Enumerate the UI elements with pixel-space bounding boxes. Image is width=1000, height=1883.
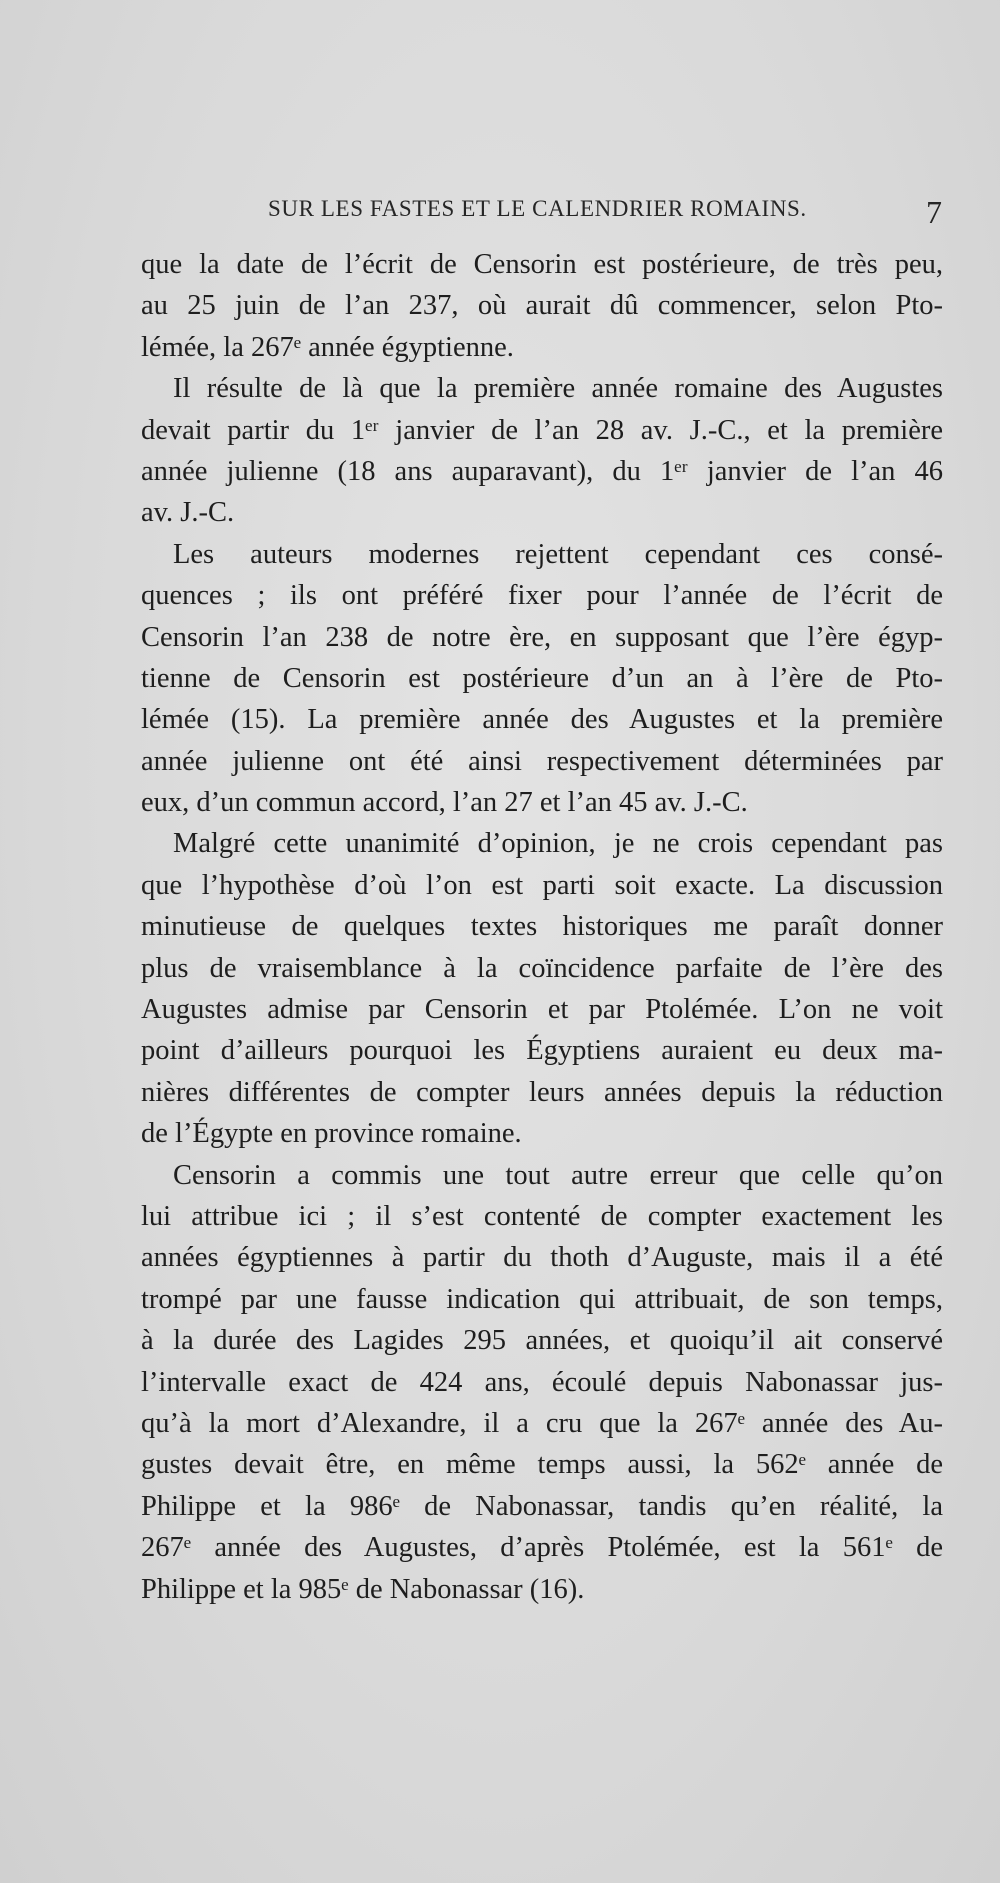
text-line: av. J.-C. [141, 497, 235, 529]
text-line: années égyptiennes à partir du thoth d’Auguste, mais il a été [141, 1242, 943, 1274]
text-line: devait partir du 1ᵉʳ janvier de l’an 28 av. J.-C., et la première [141, 414, 943, 446]
text-line: Il résulte de là que la première année romaine des Augustes [173, 373, 943, 405]
text-line: eux, d’un commun accord, l’an 27 et l’an 45 av. J.-C. [141, 787, 748, 819]
text-line: lémée, la 267ᵉ année égyptienne. [141, 331, 514, 363]
text-line: Censorin a commis une tout autre erreur que celle qu’on [173, 1159, 943, 1191]
text-line: année julienne ont été ainsi respectivement déterminées par [141, 745, 943, 777]
text-line: Les auteurs modernes rejettent cependant ces consé- [173, 538, 943, 570]
text-line: 267ᵉ année des Augustes, d’après Ptolémée, est la 561ᵉ de [141, 1532, 943, 1564]
text-line: Augustes admise par Censorin et par Ptolémée. L’on ne voit [141, 994, 943, 1026]
text-line: à la durée des Lagides 295 années, et quoiqu’il ait conservé [141, 1325, 943, 1357]
text-line: de l’Égypte en province romaine. [141, 1118, 522, 1150]
text-line: quences ; ils ont préféré fixer pour l’année de l’écrit de [141, 580, 943, 612]
text-line: Philippe et la 985ᵉ de Nabonassar (16). [141, 1573, 585, 1605]
text-line: minutieuse de quelques textes historiques me paraît donner [141, 911, 943, 943]
page-number: 7 [926, 194, 942, 230]
text-line: gustes devait être, en même temps aussi, la 562ᵉ année de [141, 1449, 943, 1481]
running-head: SUR LES FASTES ET LE CALENDRIER ROMAINS. [268, 196, 807, 221]
text-line: au 25 juin de l’an 237, où aurait dû commencer, selon Pto- [141, 290, 943, 322]
text-line: lémée (15). La première année des Augustes et la première [141, 704, 943, 736]
text-line: plus de vraisemblance à la coïncidence parfaite de l’ère des [141, 952, 943, 984]
text-line: que l’hypothèse d’où l’on est parti soit exacte. La discussion [141, 869, 943, 901]
text-line: lui attribue ici ; il s’est contenté de compter exactement les [141, 1200, 943, 1232]
text-line: nières différentes de compter leurs années depuis la réduction [141, 1076, 943, 1108]
text-line: Censorin l’an 238 de notre ère, en supposant que l’ère égyp- [141, 621, 943, 653]
text-line: point d’ailleurs pourquoi les Égyptiens auraient eu deux ma- [141, 1035, 943, 1067]
text-line: Philippe et la 986ᵉ de Nabonassar, tandis qu’en réalité, la [141, 1490, 943, 1522]
text-line: l’intervalle exact de 424 ans, écoulé depuis Nabonassar jus- [141, 1366, 943, 1398]
text-line: tienne de Censorin est postérieure d’un an à l’ère de Pto- [141, 662, 943, 694]
text-line: que la date de l’écrit de Censorin est postérieure, de très peu, [141, 249, 943, 280]
text-line: trompé par une fausse indication qui attribuait, de son temps, [141, 1283, 943, 1315]
text-line: qu’à la mort d’Alexandre, il a cru que la 267ᵉ année des Au- [141, 1407, 943, 1439]
text-line: année julienne (18 ans auparavant), du 1ᵉʳ janvier de l’an 46 [141, 455, 943, 487]
body-text [141, 244, 943, 1610]
text-line: Malgré cette unanimité d’opinion, je ne crois cependant pas [173, 828, 943, 860]
